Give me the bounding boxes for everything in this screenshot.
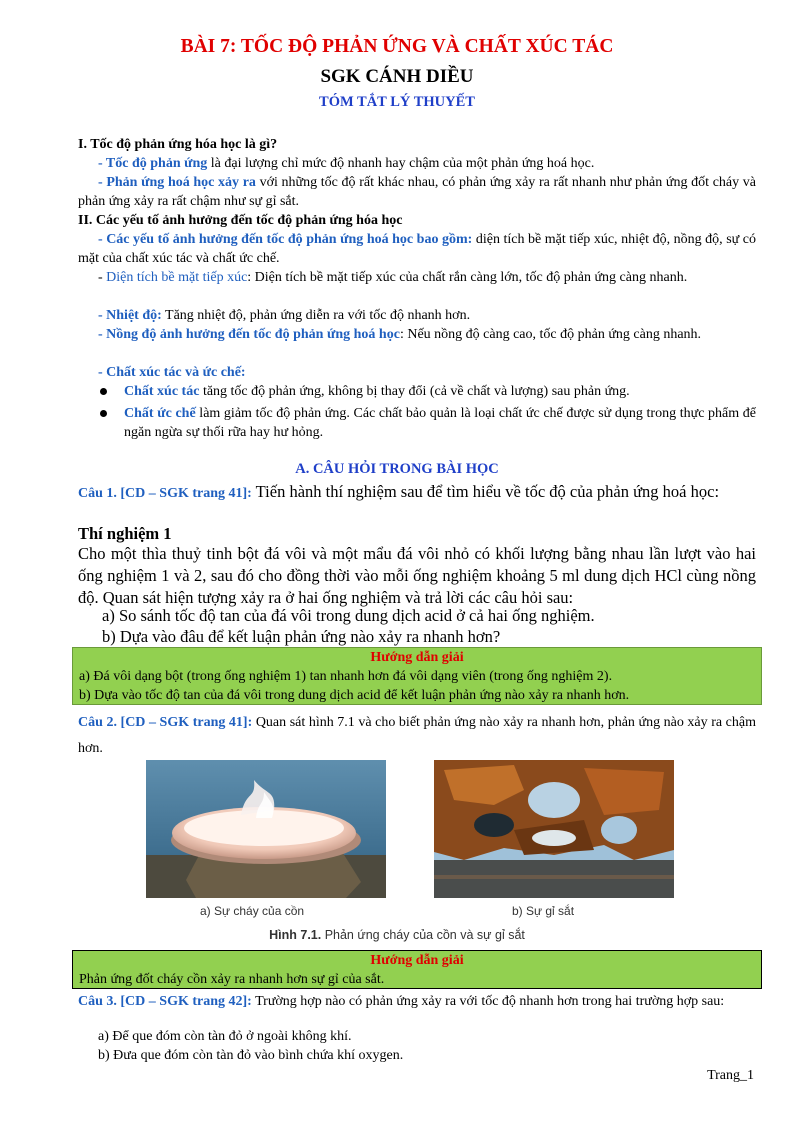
term-surface-area: Diện tích bề mặt tiếp xúc xyxy=(106,270,248,285)
question-2-label: Câu 2. [CD – SGK trang 41]: xyxy=(78,715,253,730)
summary-heading: TÓM TẮT LÝ THUYẾT xyxy=(319,94,475,110)
bullet-icon xyxy=(100,388,107,395)
alcohol-burning-photo xyxy=(146,760,386,898)
definition-text: Tăng nhiệt độ, phản ứng diễn ra với tốc độ nhanh hơn. xyxy=(161,308,471,323)
term-factors: - Các yếu tố ảnh hưởng đến tốc độ phản ứng hoá học bao gồm: xyxy=(98,232,473,247)
question-3-label: Câu 3. [CD – SGK trang 42]: xyxy=(78,994,252,1009)
section-2-heading: II. Các yếu tố ảnh hưởng đến tốc độ phản ứng hóa học xyxy=(78,213,403,228)
term-reaction-occurs: - Phản ứng hoá học xảy ra xyxy=(98,175,256,190)
question-3 xyxy=(78,992,756,1011)
question-1 xyxy=(78,482,756,504)
guide-title: Hướng dẫn giải xyxy=(370,953,464,968)
definition-text: diện tích bề mặt tiếp xúc, nhiệt độ, nồng độ, sự có mặt của chất xúc tác và chất ức chế. xyxy=(78,232,756,266)
photo-a-caption: a) Sự cháy của cồn xyxy=(200,904,305,918)
bullet-icon xyxy=(100,410,107,417)
definition-text: là đại lượng chỉ mức độ nhanh hay chậm của một phản ứng hoá học. xyxy=(207,156,595,171)
question-3-b: b) Đưa que đóm còn tàn đỏ vào bình chứa khí oxygen. xyxy=(98,1048,404,1063)
question-1-b: b) Dựa vào đâu để kết luận phản ứng nào xảy ra nhanh hơn? xyxy=(102,627,501,646)
photo-b-caption: b) Sự gỉ sắt xyxy=(512,904,575,918)
section-a-heading: A. CÂU HỎI TRONG BÀI HỌC xyxy=(295,461,499,477)
burning-dish-image xyxy=(146,760,386,898)
answer-box-2 xyxy=(72,950,762,989)
question-2 xyxy=(78,710,756,762)
question-3-a: a) Để que đóm còn tàn đỏ ở ngoài không khí. xyxy=(98,1029,352,1044)
question-1-a: a) So sánh tốc độ tan của đá vôi trong dung dịch acid ở cả hai ống nghiệm. xyxy=(102,606,595,625)
figure-label: Hình 7.1. xyxy=(269,928,322,942)
section-2-paragraph-2 xyxy=(78,268,756,287)
section-2-paragraph-3 xyxy=(78,306,756,325)
definition-text: với những tốc độ rất khác nhau, có phản ứng xảy ra rất nhanh như phản ứng đốt cháy và phản ứng xảy ra rất chậm như sự gỉ sắt. xyxy=(78,175,756,209)
answer-1-b: b) Dựa vào tốc độ tan của đá vôi trong dung dịch acid để kết luận phản ứng nào xảy ra nhanh hơn. xyxy=(79,688,630,703)
section-2-paragraph-5 xyxy=(78,363,756,382)
section-2-paragraph-4 xyxy=(78,325,756,344)
experiment-title: Thí nghiệm 1 xyxy=(78,524,172,543)
question-1-label: Câu 1. [CD – SGK trang 41]: xyxy=(78,486,252,501)
term-catalyst: Chất xúc tác xyxy=(124,384,200,399)
bullet-catalyst xyxy=(100,382,756,401)
dash: - xyxy=(98,270,107,285)
rust-image xyxy=(434,760,674,898)
question-1-text: Tiến hành thí nghiệm sau để tìm hiểu về tốc độ của phản ứng hoá học: xyxy=(251,482,720,501)
figure-text: Phản ứng cháy của cồn và sự gỉ sắt xyxy=(321,928,525,942)
bullet-text: tăng tốc độ phản ứng, không bị thay đổi (cả về chất và lượng) sau phản ứng. xyxy=(199,384,630,399)
question-2-text: Quan sát hình 7.1 và cho biết phản ứng nào xảy ra nhanh hơn, phản ứng nào xảy ra chậm hơn. xyxy=(78,715,756,756)
figure-caption xyxy=(0,928,794,942)
experiment-text: Cho một thìa thuỷ tinh bột đá vôi và một mẩu đá vôi nhỏ có khối lượng bằng nhau lần lượt vào hai ống nghiệm 1 và 2, sau đó cho đồng thời vào mỗi ống nghiệm khoảng 5 ml dung dịch HCl cùng nồng độ. Quan sát hiện tượng xảy ra ở hai ống nghiệm và trả lời các câu hỏi sau: xyxy=(78,544,756,607)
guide-title: Hướng dẫn giải xyxy=(370,650,464,665)
section-1-heading: I. Tốc độ phản ứng hóa học là gì? xyxy=(78,137,278,152)
bullet-text: làm giảm tốc độ phản ứng. Các chất bảo quản là loại chất ức chế được sử dụng trong thực phẩm để ngăn ngừa sự thối rữa hay hư hỏng. xyxy=(124,406,756,440)
definition-text: : Diện tích bề mặt tiếp xúc của chất rắn càng lớn, tốc độ phản ứng càng nhanh. xyxy=(247,270,688,285)
lesson-title: BÀI 7: TỐC ĐỘ PHẢN ỨNG VÀ CHẤT XÚC TÁC xyxy=(180,36,614,57)
definition-text: : Nếu nồng độ càng cao, tốc độ phản ứng càng nhanh. xyxy=(399,327,702,342)
answer-1-a: a) Đá vôi dạng bột (trong ống nghiệm 1) tan nhanh hơn đá vôi dạng viên (trong ống nghiệm 2). xyxy=(79,669,613,684)
page-number: Trang_1 xyxy=(707,1068,754,1083)
bullet-inhibitor xyxy=(100,404,756,442)
term-inhibitor: Chất ức chế xyxy=(124,406,196,421)
section-1-paragraph-1 xyxy=(78,154,756,173)
answer-2: Phản ứng đốt cháy cồn xảy ra nhanh hơn sự gỉ của sắt. xyxy=(79,972,385,987)
section-1-paragraph-2 xyxy=(78,173,756,211)
term-concentration: - Nồng độ ảnh hưởng đến tốc độ phản ứng hoá học xyxy=(98,327,400,342)
section-2-paragraph-1 xyxy=(78,230,756,268)
question-3-text: Trường hợp nào có phản ứng xảy ra với tốc độ nhanh hơn trong hai trường hợp sau: xyxy=(251,994,725,1009)
textbook-subtitle: SGK CÁNH DIỀU xyxy=(320,66,474,87)
rusted-iron-photo xyxy=(434,760,674,898)
term-catalyst-inhibitor: - Chất xúc tác và ức chế: xyxy=(98,365,246,380)
answer-box-1 xyxy=(72,647,762,705)
term-reaction-rate: - Tốc độ phản ứng xyxy=(98,156,208,171)
term-temperature: - Nhiệt độ: xyxy=(98,308,162,323)
